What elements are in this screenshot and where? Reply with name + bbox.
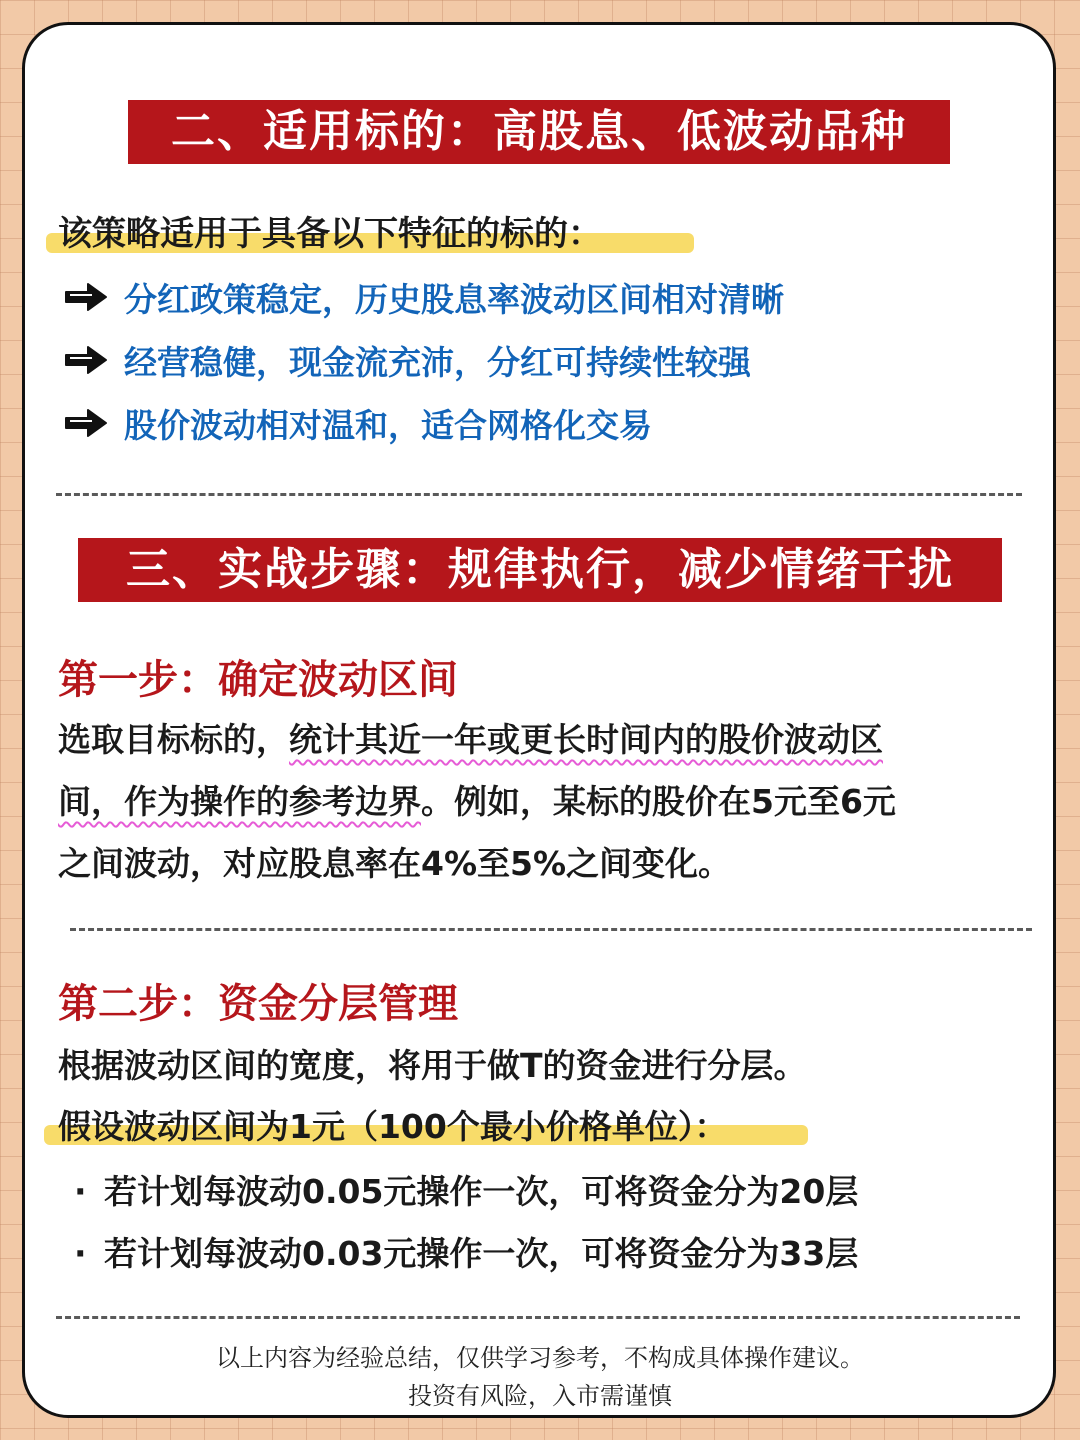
step-1-underlined-text: 间，作为操作的参考边界 xyxy=(58,782,421,821)
step-1-text: 。例如，某标的股价在5元至6元 xyxy=(421,782,896,821)
divider xyxy=(56,493,1022,496)
section-3-title: 三、实战步骤：规律执行，减少情绪干扰 xyxy=(78,538,1002,602)
divider xyxy=(70,928,1032,931)
arrow-right-icon xyxy=(62,281,110,313)
layer-item-1 xyxy=(74,1166,858,1213)
step-1-title: 第一步：确定波动区间 xyxy=(58,657,458,703)
feature-bullet-1 xyxy=(62,272,784,322)
bullet-dot: · xyxy=(74,1234,87,1273)
layer-item-text: 若计划每波动0.05元操作一次，可将资金分为20层 xyxy=(104,1172,859,1211)
layer-item-2 xyxy=(74,1228,858,1275)
arrow-right-icon xyxy=(62,407,110,439)
divider xyxy=(56,1316,1020,1319)
feature-bullet-text: 经营稳健，现金流充沛，分红可持续性较强 xyxy=(124,342,751,382)
feature-bullet-2 xyxy=(62,335,751,385)
feature-bullet-3 xyxy=(62,398,652,448)
arrow-right-icon xyxy=(62,344,110,376)
section-2-intro: 该策略适用于具备以下特征的标的： xyxy=(58,214,602,254)
step-2-line-2: 假设波动区间为1元（100个最小价格单位）： xyxy=(58,1107,728,1146)
layer-item-text: 若计划每波动0.03元操作一次，可将资金分为33层 xyxy=(104,1234,859,1273)
disclaimer-line-1: 以上内容为经验总结，仅供学习参考，不构成具体操作建议。 xyxy=(216,1344,864,1372)
feature-bullet-text: 股价波动相对温和，适合网格化交易 xyxy=(124,405,652,445)
step-1-line-3: 之间波动，对应股息率在4%至5%之间变化。 xyxy=(58,844,732,883)
step-2-line-1: 根据波动区间的宽度，将用于做T的资金进行分层。 xyxy=(58,1046,807,1085)
bullet-dot: · xyxy=(74,1172,87,1211)
step-1-underlined-text: 统计其近一年或更长时间内的股价波动区 xyxy=(289,720,883,759)
step-1-text: 选取目标标的， xyxy=(58,720,289,759)
section-2-title: 二、适用标的：高股息、低波动品种 xyxy=(128,100,950,164)
feature-bullet-text: 分红政策稳定，历史股息率波动区间相对清晰 xyxy=(124,279,784,319)
step-2-title: 第二步：资金分层管理 xyxy=(58,981,458,1027)
step-1-line-1 xyxy=(58,716,883,764)
step-1-line-2 xyxy=(58,778,896,826)
disclaimer-line-2: 投资有风险，入市需谨慎 xyxy=(408,1382,672,1410)
